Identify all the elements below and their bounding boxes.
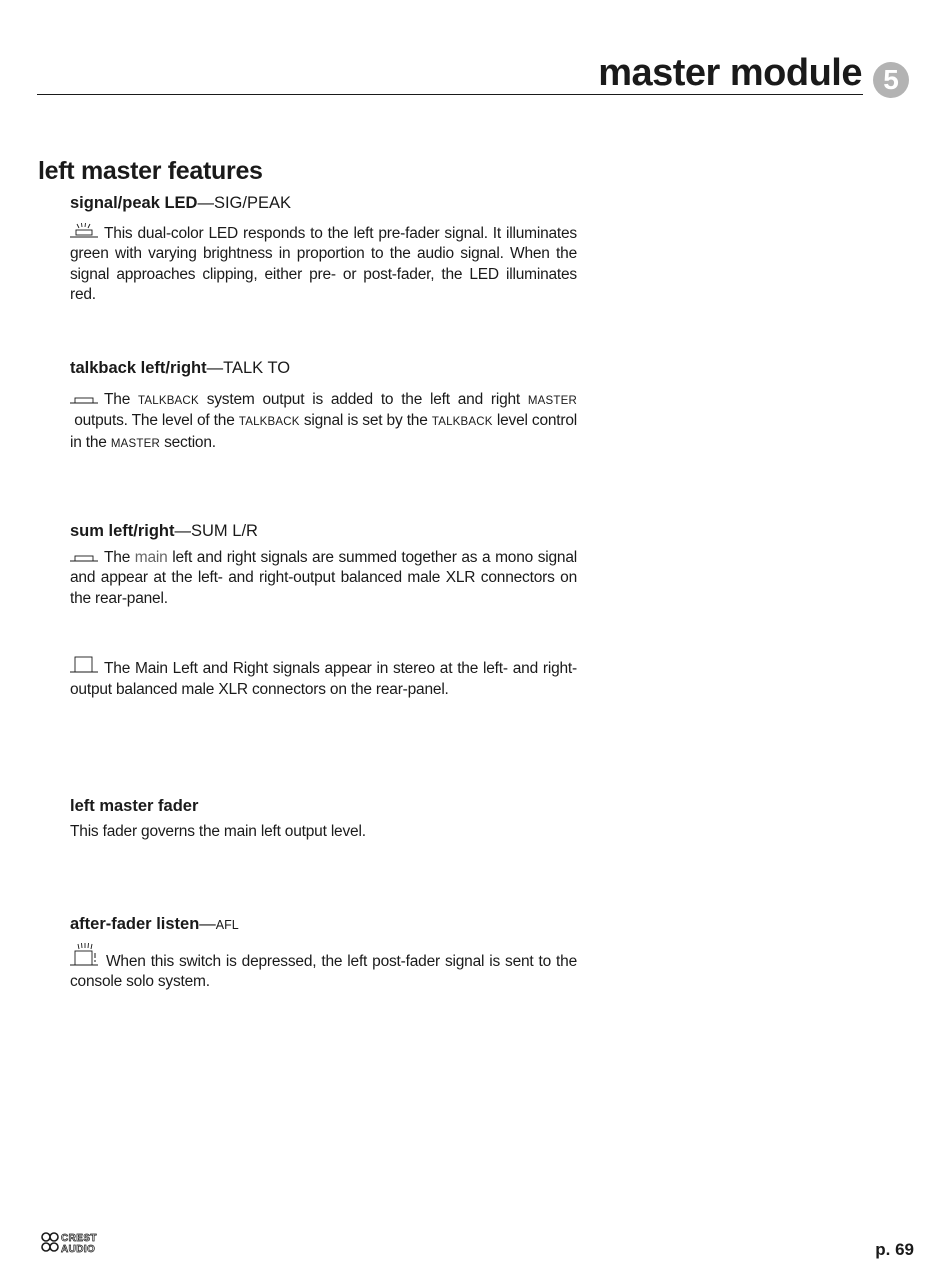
- feature-description: This fader governs the main left output level.: [70, 822, 366, 840]
- feature-description: [70, 223, 577, 306]
- text-run: section.: [164, 433, 216, 451]
- led-icon: [70, 223, 98, 239]
- feature-name: signal/peak LED: [70, 194, 198, 212]
- text-run: outputs. The level of the: [74, 412, 235, 430]
- feature-code-dash: —: [199, 915, 216, 933]
- feature-signal-peak-led: [70, 194, 577, 306]
- chapter-title: master module: [598, 52, 862, 94]
- small-caps-term: TALKBACK: [137, 394, 199, 407]
- feature-code: —TALK TO: [206, 359, 291, 377]
- text-run: signal is set by the: [303, 412, 428, 430]
- text-run: When this switch is depressed, the left post-fader signal is sent to the console solo system.: [70, 952, 577, 991]
- text-run: The: [104, 390, 131, 408]
- feature-description-up: [70, 656, 577, 700]
- header-rule: [37, 94, 863, 95]
- small-caps-term: MASTER: [110, 437, 160, 450]
- feature-heading: [70, 359, 577, 379]
- switch-down-icon: [70, 395, 98, 405]
- small-caps-term: TALKBACK: [431, 416, 493, 429]
- chapter-number-badge: 5: [873, 62, 909, 98]
- feature-heading: [70, 522, 577, 542]
- switch-up-icon: [70, 656, 98, 674]
- page-number: p. 69: [875, 1240, 914, 1259]
- text-run: main: [134, 548, 168, 566]
- text-run: left and right signals are summed together as a mono signal and appear at the left- and right-output balanced male XLR connectors on the rear-panel.: [70, 548, 578, 607]
- feature-heading: [70, 194, 577, 214]
- feature-description: [70, 943, 577, 993]
- feature-talkback: [70, 359, 577, 454]
- feature-sum-left-right: [70, 522, 577, 700]
- switch-down-icon: [70, 553, 98, 563]
- feature-description: [70, 390, 577, 455]
- lit-switch-icon: [70, 943, 100, 967]
- text-run: The Main Left and Right signals appear in stereo at the left- and right-output balanced male XLR connectors on the rear-panel.: [70, 660, 577, 698]
- feature-name: after-fader listen: [70, 915, 200, 933]
- feature-left-master-fader: [70, 797, 577, 842]
- text-run: level control in the: [70, 412, 578, 451]
- feature-heading: [70, 797, 577, 817]
- feature-text: This dual-color LED responds to the left pre-fader signal. It illuminates green with varying brightness in proportion to the audio signal. When the signal approaches clipping, either pre- or post-fader, the LED illuminates red.: [70, 224, 577, 304]
- feature-description-down: [70, 548, 577, 610]
- feature-name: left master fader: [70, 797, 199, 815]
- small-caps-term: TALKBACK: [238, 416, 300, 429]
- feature-code: AFL: [215, 918, 239, 932]
- logo-line1: CREST: [61, 1233, 97, 1244]
- text-run: The: [104, 548, 131, 566]
- section-title: left master features: [38, 157, 263, 185]
- crest-audio-logo: [40, 1231, 114, 1260]
- text-run: system output is added to the left and right: [206, 390, 521, 408]
- feature-name: talkback left/right: [70, 359, 207, 377]
- feature-name: sum left/right: [70, 522, 175, 540]
- feature-after-fader-listen: [70, 915, 577, 993]
- feature-code: —SUM L/R: [174, 522, 258, 540]
- logo-line2: AUDIO: [61, 1244, 96, 1255]
- feature-code: —SIG/PEAK: [197, 194, 291, 212]
- small-caps-term: MASTER: [527, 394, 578, 407]
- feature-heading: [70, 915, 577, 935]
